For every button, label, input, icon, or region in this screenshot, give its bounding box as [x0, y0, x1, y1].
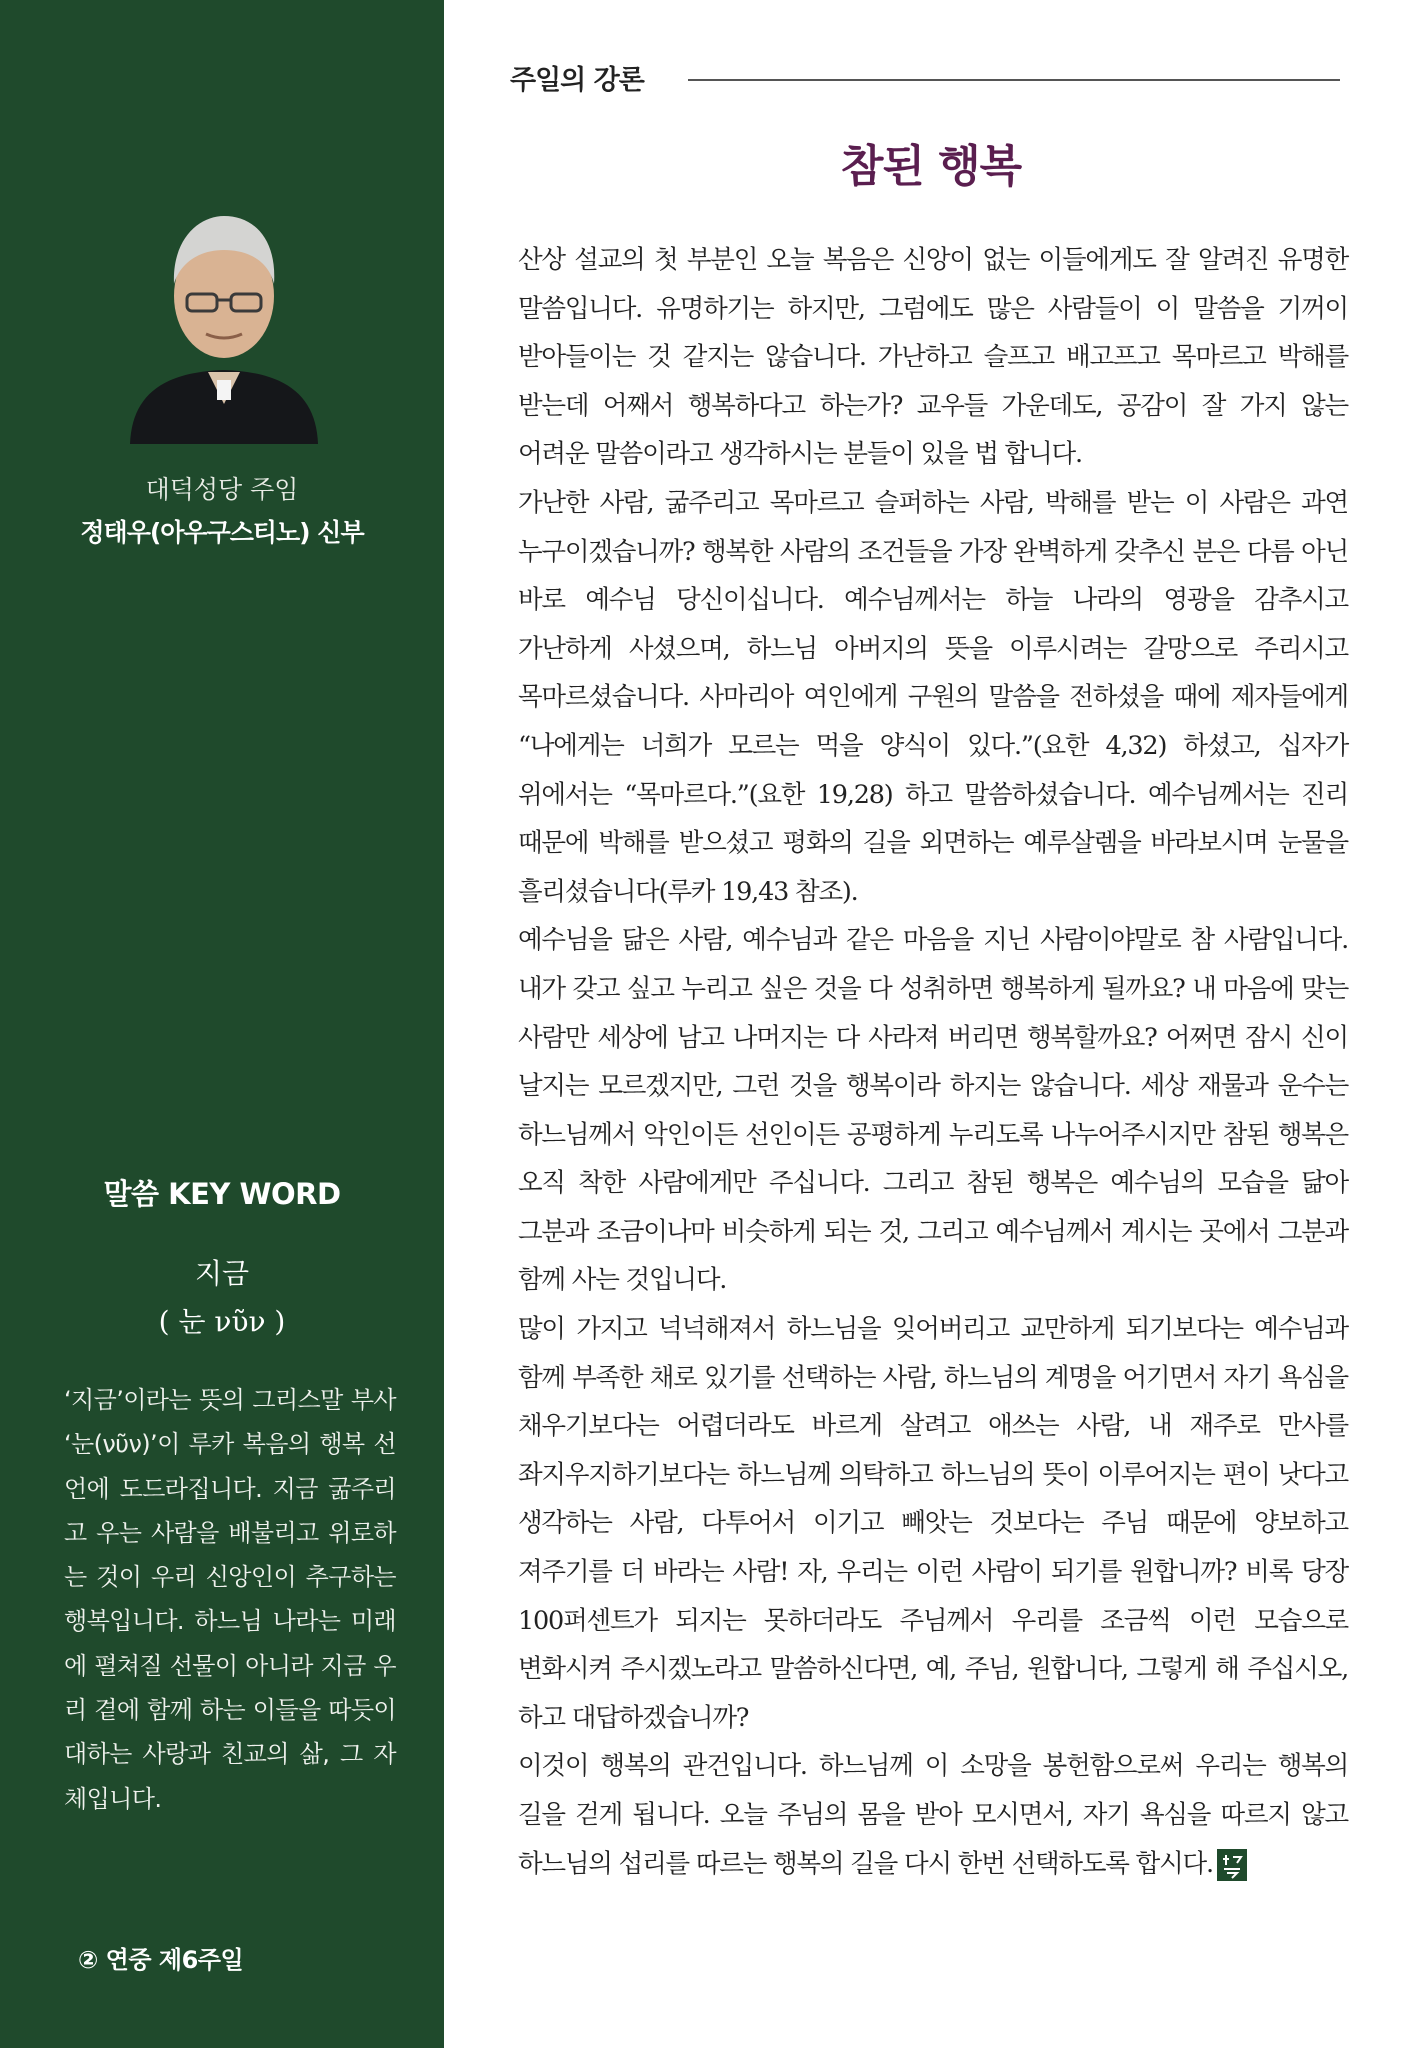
article-body — [518, 236, 1348, 1888]
article-paragraph: 산상 설교의 첫 부분인 오늘 복음은 신앙이 없는 이들에게도 잘 알려진 유명한 말씀입니다. 유명하기는 하지만, 그럼에도 많은 사람들이 이 말씀을 기꺼이 받아들이는 것 같지는 않습니다. 가난하고 슬프고 배고프고 목마르고 박해를 받는데 어째서 행복하다고 하는가? 교우들 가운데도, 공감이 잘 가지 않는 어려운 말씀이라고 생각하시는 분들이 있을 법 합니다. — [518, 245, 1348, 470]
article-paragraph: 많이 가지고 넉넉해져서 하느님을 잊어버리고 교만하게 되기보다는 예수님과 함께 부족한 채로 있기를 선택하는 사람, 하느님의 계명을 어기면서 자기 욕심을 채우기보다는 어렵더라도 바르게 살려고 애쓰는 사람, 내 재주로 만사를 좌지우지하기보다는 하느님께 의탁하고 하느님의 뜻이 이루어지는 편이 낫다고 생각하는 사람, 다투어서 이기고 빼앗는 것보다는 주님 때문에 양보하고 져주기를 더 바라는 사람! 자, 우리는 이런 사람이 되기를 원합니까? 비록 당장 100퍼센트가 되지는 못하더라도 주님께서 우리를 조금씩 이런 모습으로 변화시켜 주시겠노라고 말씀하신다면, 예, 주님, 원합니다, 그렇게 해 주십시오, 하고 대답하겠습니까? — [518, 1314, 1348, 1733]
author-name: 정태우(아우구스티노) 신부 — [80, 518, 364, 547]
author-role: 대덕성당 주임 — [145, 475, 299, 504]
author-portrait — [124, 204, 324, 444]
article-paragraph-last — [518, 1742, 1348, 1888]
end-mark-icon — [1217, 1849, 1247, 1881]
article-paragraph-text: 이것이 행복의 관건입니다. 하느님께 이 소망을 봉헌함으로써 우리는 행복의 길을 걷게 됩니다. 오늘 주님의 몸을 받아 모시면서, 자기 욕심을 따르지 않고 하느님의 섭리를 따르는 행복의 길을 다시 한번 선택하도록 합시다. — [518, 1751, 1348, 1879]
sidebar — [0, 0, 444, 2048]
keyword-description: ‘지금’이라는 뜻의 그리스말 부사 ‘눈(νῦν)’이 루카 복음의 행복 선언에 도드라집니다. 지금 굶주리고 우는 사람을 배불리고 위로하는 것이 우리 신앙인이 추구하는 행복입니다. 하느님 나라는 미래에 펼쳐질 선물이 아니라 지금 우리 곁에 함께 하는 이들을 따듯이 대하는 사랑과 친교의 삶, 그 자체입니다. — [64, 1386, 396, 1813]
section-rule — [688, 79, 1340, 81]
article-paragraph: 예수님을 닮은 사람, 예수님과 같은 마음을 지닌 사람이야말로 참 사람입니다. 내가 갖고 싶고 누리고 싶은 것을 다 성취하면 행복하게 될까요? 내 마음에 맞는 사람만 세상에 남고 나머지는 다 사라져 버리면 행복할까요? 어쩌면 잠시 신이 날지는 모르겠지만, 그런 것을 행복이라 하지는 않습니다. 세상 재물과 운수는 하느님께서 악인이든 선인이든 공평하게 누리도록 나누어주시지만 참된 행복은 오직 착한 사람에게만 주십니다. 그리고 참된 행복은 예수님의 모습을 닮아 그분과 조금이나마 비슷하게 되는 것, 그리고 예수님께서 계시는 곳에서 그분과 함께 사는 것입니다. — [518, 925, 1348, 1296]
article-paragraph: 가난한 사람, 굶주리고 목마르고 슬퍼하는 사람, 박해를 받는 이 사람은 과연 누구이겠습니까? 행복한 사람의 조건들을 가장 완벽하게 갖추신 분은 다름 아닌 바로 예수님 당신이십니다. 예수님께서는 하늘 나라의 영광을 감추시고 가난하게 사셨으며, 하느님 아버지의 뜻을 이루시려는 갈망으로 주리시고 목마르셨습니다. 사마리아 여인에게 구원의 말씀을 전하셨을 때에 제자들에게 “나에게는 너희가 모르는 먹을 양식이 있다.”(요한 4,32) 하셨고, 십자가 위에서는 “목마르다.”(요한 19,28) 하고 말씀하셨습니다. 예수님께서는 진리 때문에 박해를 받으셨고 평화의 길을 외면하는 예루살렘을 바라보시며 눈물을 흘리셨습니다(루카 19,43 참조). — [518, 487, 1348, 907]
keyword-term: 지금 — [194, 1257, 250, 1290]
keyword-transliteration: ( 눈 νῦν ) — [158, 1305, 286, 1338]
article-title: 참된 행복 — [840, 141, 1022, 192]
section-label: 주일의 강론 — [510, 65, 644, 96]
keyword-heading: 말씀 KEY WORD — [103, 1177, 341, 1211]
liturgical-day-footer: ② 연중 제6주일 — [78, 1946, 244, 1974]
